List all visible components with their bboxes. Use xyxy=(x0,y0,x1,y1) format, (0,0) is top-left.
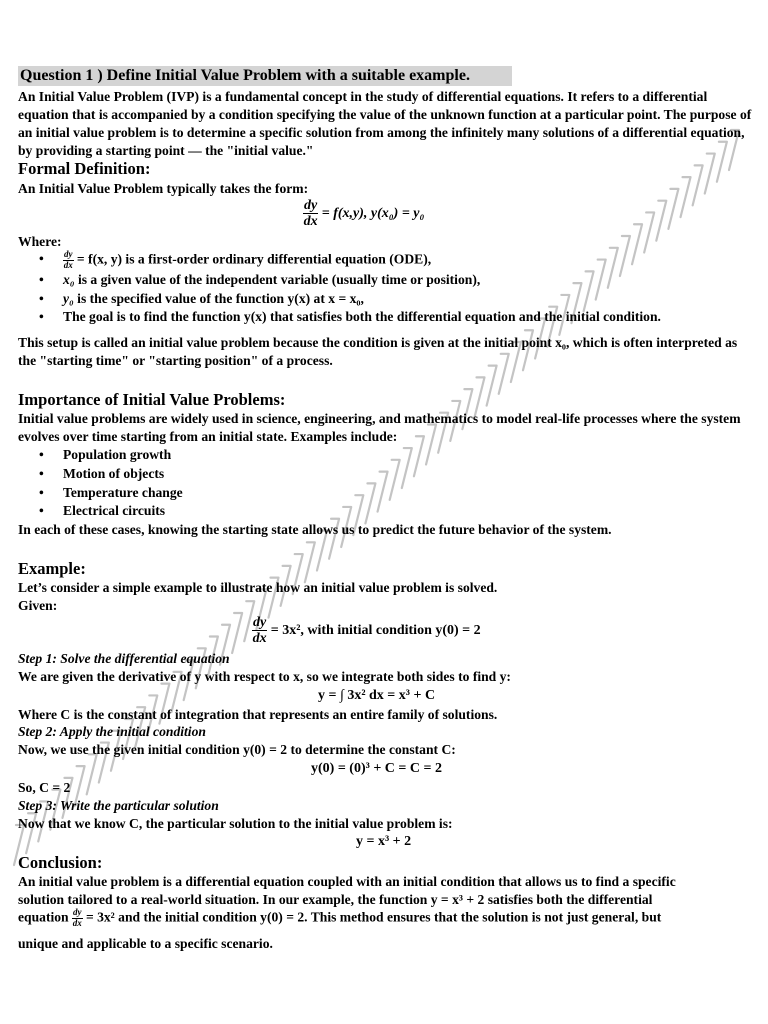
step-1-after: Where C is the constant of integration that represents an entire family of solutions. xyxy=(18,707,498,722)
bullet-x0-variable: x₀ xyxy=(63,271,75,287)
example-dy-dx-fraction xyxy=(252,615,267,647)
fraction-denominator: dx xyxy=(63,259,73,270)
bullet-ode-text: = f(x, y) is a first-order ordinary differential equation (ODE), xyxy=(76,251,432,267)
integration-equation: y = ∫ 3x² dx = x³ + C xyxy=(318,688,436,703)
watermark-stroke xyxy=(487,366,497,406)
question-title-text: Question 1 ) Define Initial Value Problem with a suitable example xyxy=(20,67,466,84)
formal-lead: An Initial Value Problem typically takes the form: xyxy=(18,181,309,196)
initial-condition-equation: y(0) = (0)³ + C = C = 2 xyxy=(311,761,442,776)
conclusion-dy-dx-fraction xyxy=(72,908,83,929)
bullet-goal-text: The goal is to find the function y(x) that satisfies both the differential equation and the initial condition. xyxy=(63,309,661,325)
bullet-ode xyxy=(63,250,661,271)
bullet-y0 xyxy=(63,290,661,309)
intro-paragraph: An Initial Value Problem (IVP) is a fundamental concept in the study of differential equations. It refers to a differential equation that is accompanied by a condition specifying the value of the unknown function at a particular point. The purpose of an initial value problem is to determine a specific solution from among the infinitely many solutions of a differential equation, by providing a starting point — the "initial value." xyxy=(18,89,752,158)
importance-heading: Importance of Initial Value Problems: xyxy=(18,390,286,409)
bullet-dy-dx-fraction xyxy=(63,250,74,271)
conclusion-line-3-pre: equation xyxy=(18,909,69,925)
ivp-general-equation xyxy=(303,198,424,230)
step-2-label: Step 2: Apply the initial condition xyxy=(18,724,206,739)
setup-explanation: This setup is called an initial value problem because the condition is given at the initial point x₀, which is often interpreted as the "starting time" or "starting position" of a process. xyxy=(18,335,738,368)
constant-result: So, C = 2 xyxy=(18,780,71,795)
where-label: Where: xyxy=(18,234,62,249)
ivp-general-equation-rhs: = f(x,y), y(x₀) = y₀ xyxy=(321,206,425,222)
fraction-numerator: dy xyxy=(73,907,82,917)
examples-bullet-list xyxy=(18,446,183,521)
conclusion-line-4: unique and applicable to a specific scenario. xyxy=(18,936,273,951)
particular-solution-equation: y = x³ + 2 xyxy=(356,834,412,849)
example-equation-rhs: = 3x², with initial condition y(0) = 2 xyxy=(270,623,481,639)
bullet-y0-text: is the specified value of the function y(x) at x = x₀, xyxy=(73,290,364,306)
watermark-stroke xyxy=(402,448,412,488)
bullet-x0-text: is a given value of the independent variable (usually time or position), xyxy=(74,271,481,287)
list-item: • Motion of objects xyxy=(63,465,183,484)
importance-paragraph: Initial value problems are widely used in science, engineering, and mathematics to model real-life processes where the system evolves over time starting from an initial state. Examples include: xyxy=(18,411,741,444)
watermark-stroke xyxy=(378,472,388,512)
fraction-numerator: dy xyxy=(304,198,318,213)
watermark-stroke xyxy=(681,177,691,217)
conclusion-line-3 xyxy=(18,908,661,929)
conclusion-line-2: solution tailored to a real-world situation. In our example, the function y = x³ + 2 satisfies both the differential xyxy=(18,892,653,907)
example-heading: Example: xyxy=(18,559,86,578)
conclusion-line-1: An initial value problem is a differential equation coupled with an initial condition that allows us to find a specific xyxy=(18,874,676,889)
watermark-stroke xyxy=(644,212,654,252)
watermark-stroke xyxy=(693,165,703,205)
step-3-text: Now that we know C, the particular solution to the initial value problem is: xyxy=(18,816,453,831)
watermark-stroke xyxy=(365,483,375,523)
list-item: • Electrical circuits xyxy=(63,502,183,521)
bullet-y0-variable: y₀ xyxy=(63,290,74,306)
bullet-x0 xyxy=(63,271,661,290)
watermark-stroke xyxy=(656,201,666,241)
bullet-goal xyxy=(63,308,661,327)
conclusion-heading: Conclusion: xyxy=(18,853,103,872)
importance-after: In each of these cases, knowing the starting state allows us to predict the future behavior of the system. xyxy=(18,522,612,537)
watermark-stroke xyxy=(390,460,400,500)
step-1-text: We are given the derivative of y with respect to x, so we integrate both sides to find y: xyxy=(18,669,511,684)
fraction-numerator: • dy xyxy=(64,249,73,259)
fraction-numerator: dy xyxy=(253,615,267,630)
watermark-stroke xyxy=(668,189,678,229)
fraction-denominator: dx xyxy=(252,631,267,647)
question-title xyxy=(18,66,512,86)
step-3-label: Step 3: Write the particular solution xyxy=(18,798,219,813)
question-title-period: . xyxy=(465,67,470,84)
formal-definition-heading: Formal Definition: xyxy=(18,159,151,178)
list-item: • Population growth xyxy=(63,446,183,465)
list-item: • Temperature change xyxy=(63,484,183,503)
watermark-stroke xyxy=(232,613,242,653)
watermark-stroke xyxy=(87,754,97,794)
ivp-dy-dx-fraction xyxy=(303,198,318,230)
example-equation xyxy=(252,615,481,647)
watermark-stroke xyxy=(305,542,315,582)
definition-bullet-list xyxy=(18,250,661,327)
fraction-denominator: dx xyxy=(303,214,318,230)
fraction-denominator: dx xyxy=(72,917,82,928)
conclusion-line-3-post: = 3x² and the initial condition y(0) = 2. This method ensures that the solution is not just general, but xyxy=(85,909,662,925)
example-lead: Let’s consider a simple example to illustrate how an initial value problem is solved. xyxy=(18,580,498,595)
step-2-text: Now, we use the given initial condition y(0) = 2 to determine the constant C: xyxy=(18,742,456,757)
given-label: Given: xyxy=(18,598,58,613)
step-1-label: Step 1: Solve the differential equation xyxy=(18,651,230,666)
